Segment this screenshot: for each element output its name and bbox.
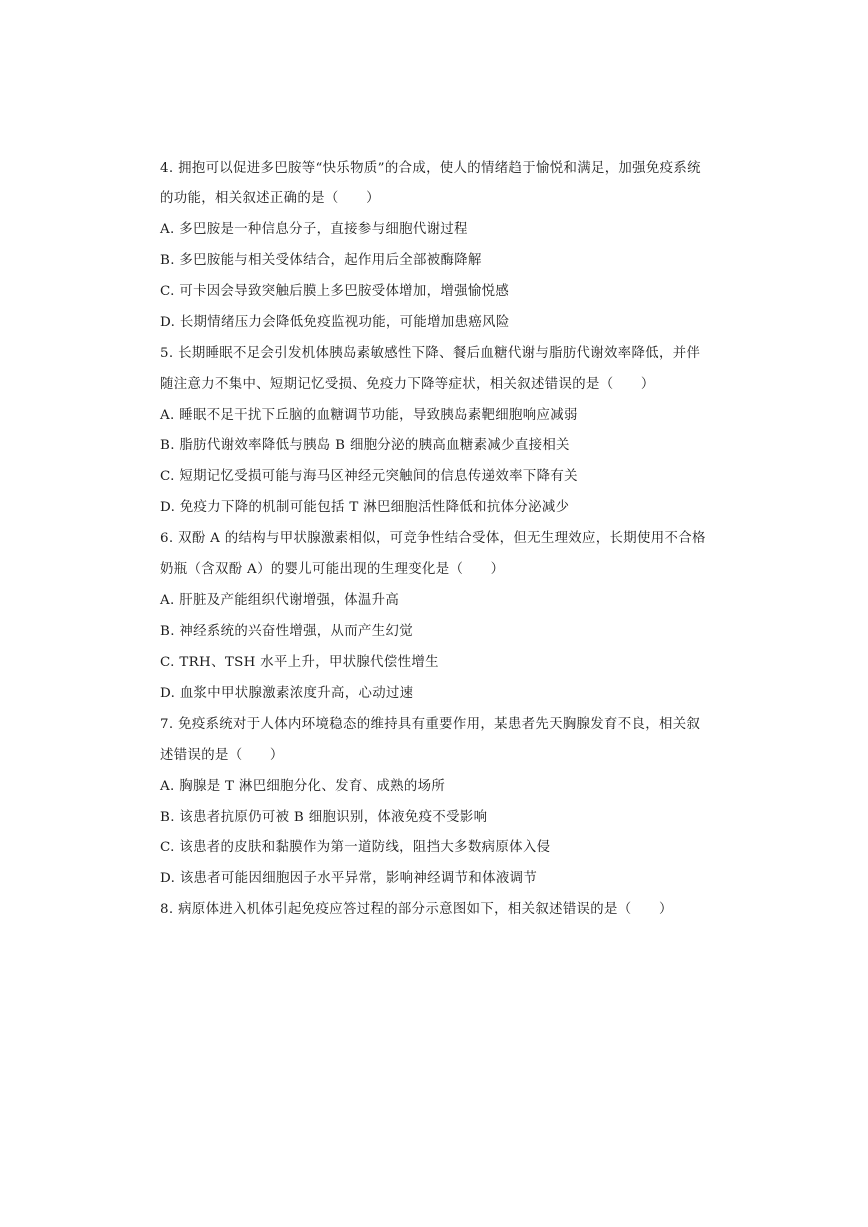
q6-option-b: B. 神经系统的兴奋性增强，从而产生幻觉 [160, 624, 413, 639]
q7-stem-line-2: 述错误的是（ ） [160, 748, 284, 763]
q7-stem-line-1: 7. 免疫系统对于人体内环境稳态的维持具有重要作用，某患者先天胸腺发育不良，相关叙 [160, 717, 701, 732]
q6-option-d: D. 血浆中甲状腺激素浓度升高，心动过速 [160, 686, 414, 701]
q6-stem-line-2: 奶瓶（含双酚 A）的婴儿可能出现的生理变化是（ ） [160, 562, 505, 577]
q6-option-c: C. TRH、TSH 水平上升，甲状腺代偿性增生 [160, 655, 439, 670]
q4-stem-line-1: 4. 拥抱可以促进多巴胺等“快乐物质”的合成，使人的情绪趋于愉悦和满足，加强免疫系统 [160, 161, 701, 176]
q7-option-b: B. 该患者抗原仍可被 B 细胞识别，体液免疫不受影响 [160, 810, 488, 825]
q5-stem-line-1: 5. 长期睡眠不足会引发机体胰岛素敏感性下降、餐后血糖代谢与脂肪代谢效率降低，并伴 [160, 346, 701, 361]
q7-option-a: A. 胸腺是 T 淋巴细胞分化、发育、成熟的场所 [160, 779, 446, 794]
q7-option-c: C. 该患者的皮肤和黏膜作为第一道防线，阻挡大多数病原体入侵 [160, 840, 551, 855]
q5-option-b: B. 脂肪代谢效率降低与胰岛 B 细胞分泌的胰高血糖素减少直接相关 [160, 438, 570, 453]
q4-stem-line-2: 的功能，相关叙述正确的是（ ） [160, 191, 380, 206]
q5-option-d: D. 免疫力下降的机制可能包括 T 淋巴细胞活性降低和抗体分泌减少 [160, 500, 570, 515]
q4-option-c: C. 可卡因会导致突触后膜上多巴胺受体增加，增强愉悦感 [160, 284, 510, 299]
q7-option-d: D. 该患者可能因细胞因子水平异常，影响神经调节和体液调节 [160, 871, 538, 886]
q6-stem-line-1: 6. 双酚 A 的结构与甲状腺激素相似，可竞争性结合受体，但无生理效应，长期使用不合格 [160, 531, 706, 546]
q5-option-a: A. 睡眠不足干扰下丘脑的血糖调节功能，导致胰岛素靶细胞响应减弱 [160, 408, 578, 423]
q4-option-b: B. 多巴胺能与相关受体结合，起作用后全部被酶降解 [160, 253, 482, 268]
q5-stem-line-2: 随注意力不集中、短期记忆受损、免疫力下降等症状，相关叙述错误的是（ ） [160, 377, 655, 392]
q5-option-c: C. 短期记忆受损可能与海马区神经元突触间的信息传递效率下降有关 [160, 469, 578, 484]
q4-option-d: D. 长期情绪压力会降低免疫监视功能，可能增加患癌风险 [160, 315, 510, 330]
q4-option-a: A. 多巴胺是一种信息分子，直接参与细胞代谢过程 [160, 222, 468, 237]
q8-stem-line-1: 8. 病原体进入机体引起免疫应答过程的部分示意图如下，相关叙述错误的是（ ） [160, 902, 673, 917]
q6-option-a: A. 肝脏及产能组织代谢增强，体温升高 [160, 593, 400, 608]
